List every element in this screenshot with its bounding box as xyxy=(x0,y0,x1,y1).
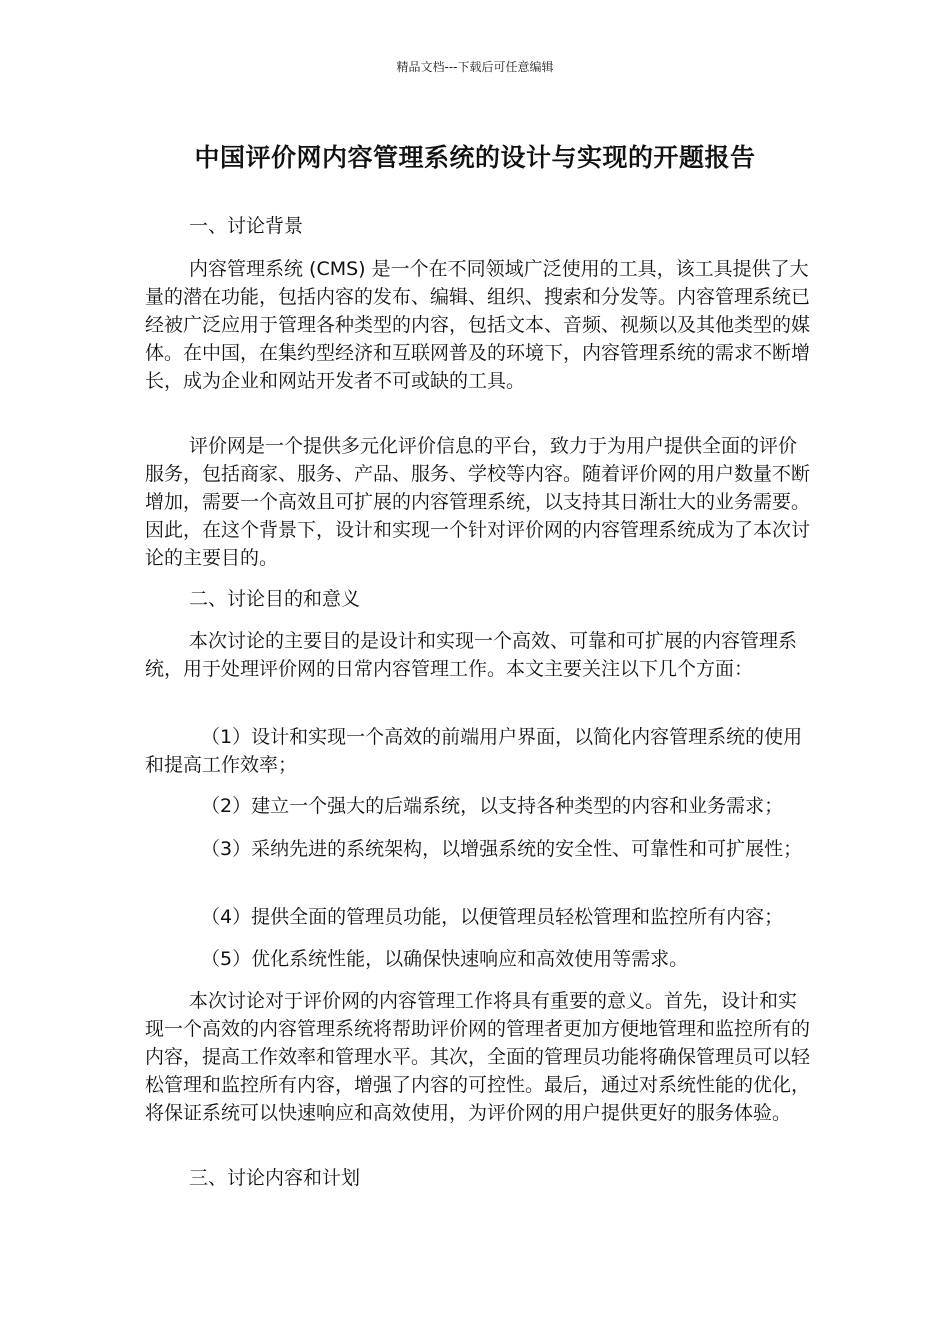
section-heading-content-plan: 三、讨论内容和计划 xyxy=(189,1167,361,1189)
section-heading-background: 一、讨论背景 xyxy=(189,215,304,237)
list-item: （3）采纳先进的系统架构，以增强系统的安全性、可靠性和可扩展性； xyxy=(201,838,803,860)
purpose-paragraph-1: 本次讨论的主要目的是设计和实现一个高效、可靠和可扩展的内容管理系统，用于处理评价网的日常内容管理工作。本文主要关注以下几个方面： xyxy=(145,630,798,680)
list-item: （4）提供全面的管理员功能，以便管理员轻松管理和监控所有内容； xyxy=(201,906,784,928)
section-heading-purpose: 二、讨论目的和意义 xyxy=(189,588,361,610)
list-item: （5）优化系统性能，以确保快速响应和高效使用等需求。 xyxy=(201,948,689,970)
page-header: 精品文档---下载后可任意编辑 xyxy=(396,60,554,74)
list-item: （1）设计和实现一个高效的前端用户界面，以简化内容管理系统的使用和提高工作效率； xyxy=(145,726,803,776)
background-paragraph-1: 内容管理系统 (CMS) 是一个在不同领域广泛使用的工具，该工具提供了大量的潜在功能，包括内容的发布、编辑、组织、搜索和分发等。内容管理系统已经被广泛应用于管理各种类型的内容，包括文本、音频、视频以及其他类型的媒体。在中国，在集约型经济和互联网普及的环境下，内容管理系统的需求不断增长，成为企业和网站开发者不可或缺的工具。 xyxy=(145,258,811,392)
list-item: （2）建立一个强大的后端系统，以支持各种类型的内容和业务需求； xyxy=(201,795,784,817)
background-paragraph-2: 评价网是一个提供多元化评价信息的平台，致力于为用户提供全面的评价服务，包括商家、服务、产品、服务、学校等内容。随着评价网的用户数量不断增加，需要一个高效且可扩展的内容管理系统，以支持其日渐壮大的业务需要。因此，在这个背景下，设计和实现一个针对评价网的内容管理系统成为了本次讨论的主要目的。 xyxy=(145,435,811,569)
significance-paragraph: 本次讨论对于评价网的内容管理工作将具有重要的意义。首先，设计和实现一个高效的内容管理系统将帮助评价网的管理者更加方便地管理和监控所有的内容，提高工作效率和管理水平。其次，全面的管理员功能将确保管理员可以轻松管理和监控所有内容，增强了内容的可控性。最后，通过对系统性能的优化，将保证系统可以快速响应和高效使用，为评价网的用户提供更好的服务体验。 xyxy=(145,990,811,1124)
document-title: 中国评价网内容管理系统的设计与实现的开题报告 xyxy=(194,143,756,172)
